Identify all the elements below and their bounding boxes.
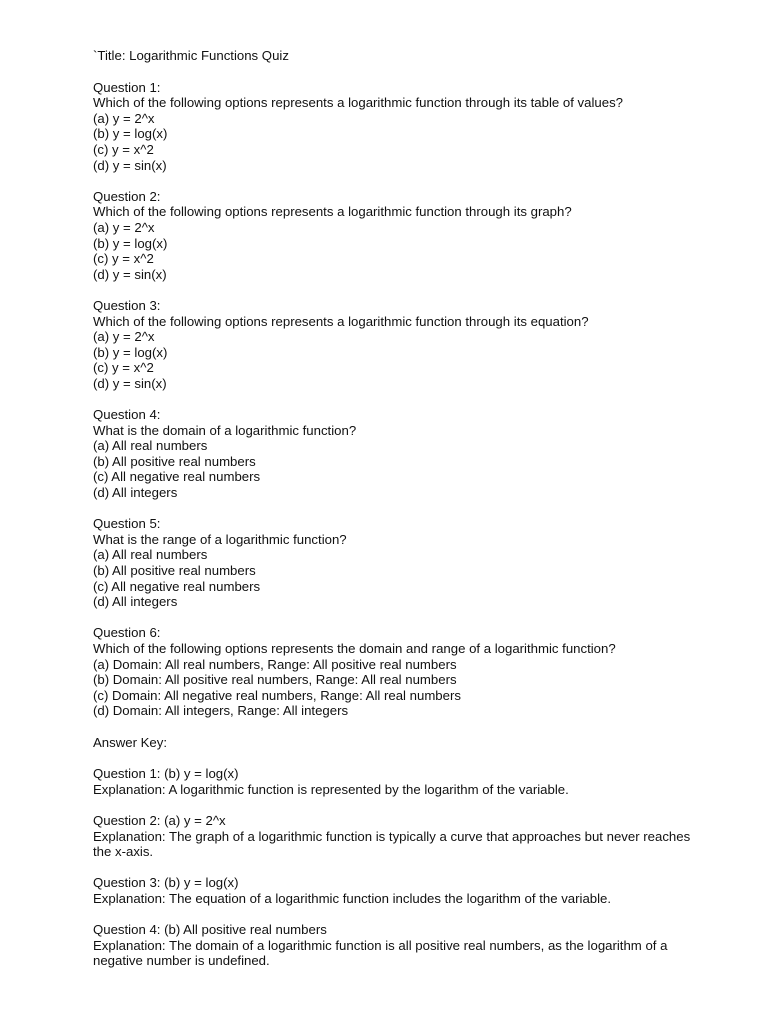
option-a: (a) y = 2^x [93,110,155,126]
option-c: (c) All negative real numbers [93,578,261,594]
option-b: (b) y = log(x) [93,344,168,360]
option-d: (d) y = sin(x) [93,266,167,282]
option-a: (a) Domain: All real numbers, Range: All positive real numbers [93,656,457,672]
answer-3 [93,875,693,906]
option-d: (d) y = sin(x) [93,157,167,173]
option-a: (a) All real numbers [93,438,208,454]
option-d: (d) Domain: All integers, Range: All integers [93,703,349,719]
question-prompt: What is the domain of a logarithmic function? [93,422,357,438]
option-d: (d) y = sin(x) [93,375,167,391]
answer-1 [93,766,693,797]
answer-explanation: Explanation: The equation of a logarithmic function includes the logarithm of the variable. [93,890,612,906]
option-b: (b) Domain: All positive real numbers, Range: All real numbers [93,672,457,688]
question-1 [93,80,693,174]
question-3 [93,298,693,392]
question-heading: Question 4: [93,407,161,423]
answer-text: Question 3: (b) y = log(x) [93,875,239,891]
question-5 [93,516,693,610]
question-prompt: Which of the following options represents the domain and range of a logarithmic function? [93,640,616,656]
question-prompt: Which of the following options represents a logarithmic function through its equation? [93,313,589,329]
option-d: (d) All integers [93,594,178,610]
answer-2 [93,813,693,860]
option-b: (b) y = log(x) [93,235,168,251]
question-heading: Question 3: [93,297,161,313]
answer-text: Question 1: (b) y = log(x) [93,766,239,782]
option-b: (b) All positive real numbers [93,563,256,578]
option-c: (c) All negative real numbers [93,469,261,485]
option-a: (a) y = 2^x [93,219,155,235]
answer-explanation: Explanation: The domain of a logarithmic function is all positive real numbers, as the logarithm of a negative number is undefined. [93,937,668,969]
document-title: `Title: Logarithmic Functions Quiz [93,48,289,63]
question-heading: Question 2: [93,188,161,204]
option-a: (a) y = 2^x [93,329,155,345]
option-a: (a) All real numbers [93,547,208,563]
question-prompt: What is the range of a logarithmic function? [93,531,347,547]
option-b: (b) All positive real numbers [93,453,256,469]
option-c: (c) y = x^2 [93,360,154,376]
answer-key-heading: Answer Key: [93,734,168,750]
question-prompt: Which of the following options represents a logarithmic function through its table of values? [93,95,623,111]
question-6 [93,625,693,719]
answer-explanation: Explanation: A logarithmic function is represented by the logarithm of the variable. [93,781,569,797]
answer-4 [93,922,693,969]
option-b: (b) y = log(x) [93,126,168,142]
question-heading: Question 1: [93,79,161,95]
answer-text: Question 2: (a) y = 2^x [93,812,226,828]
question-heading: Question 5: [93,516,161,532]
answer-text: Question 4: (b) All positive real numbers [93,922,327,938]
question-2 [93,189,693,283]
question-4 [93,407,693,501]
option-c: (c) y = x^2 [93,251,154,267]
option-c: (c) y = x^2 [93,141,154,157]
answer-explanation: Explanation: The graph of a logarithmic function is typically a curve that approaches but never reaches the x-axis. [93,828,691,860]
question-heading: Question 6: [93,625,161,641]
question-prompt: Which of the following options represents a logarithmic function through its graph? [93,204,572,220]
option-c: (c) Domain: All negative real numbers, Range: All real numbers [93,687,461,703]
option-d: (d) All integers [93,485,178,501]
document-page [93,48,693,984]
